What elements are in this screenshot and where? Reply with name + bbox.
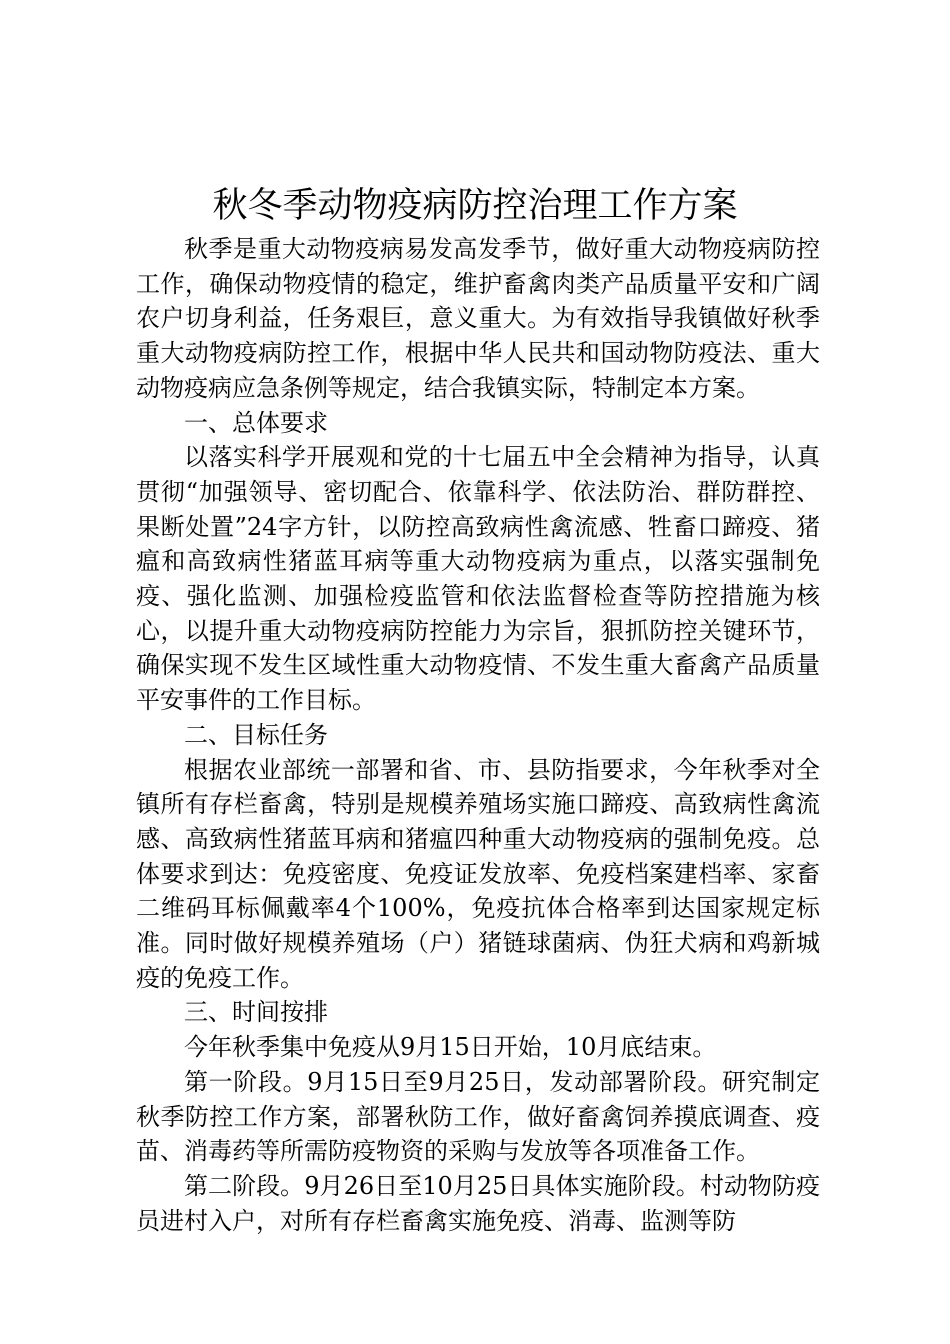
- paragraph-overall-requirements: 以落实科学开展观和党的十七届五中全会精神为指导，认真贯彻“加强领导、密切配合、依靠科学、依法防治、群防群控、果断处置”24字方针，以防控高致病性禽流感、牲畜口蹄疫、猪瘟和高致病性猪蓝耳病等重大动物疫病为重点，以落实强制免疫、强化监测、加强检疫监管和依法监督检查等防控措施为核心，以提升重大动物疫病防控能力为宗旨，狠抓防控关键环节，确保实现不发生区域性重大动物疫情、不发生重大畜禽产品质量平安事件的工作目标。: [136, 443, 820, 715]
- paragraph-intro: 秋季是重大动物疫病易发高发季节，做好重大动物疫病防控工作，确保动物疫情的稳定，维护畜禽肉类产品质量平安和广阔农户切身利益，任务艰巨，意义重大。为有效指导我镇做好秋季重大动物疫病防控工作，根据中华人民共和国动物防疫法、重大动物疫病应急条例等规定，结合我镇实际，特制定本方案。: [136, 235, 820, 402]
- paragraph-schedule: 今年秋季集中免疫从9月15日开始，10月底结束。: [184, 1033, 717, 1062]
- document-body: [136, 232, 820, 1238]
- section-heading-overall-requirements: 一、总体要求: [184, 408, 328, 437]
- section-heading-targets: 二、目标任务: [184, 720, 328, 749]
- paragraph-phase-two: 第二阶段。9月26日至10月25日具体实施阶段。村动物防疫员进村入户，对所有存栏畜禽实施免疫、消毒、监测等防: [136, 1171, 820, 1235]
- paragraph-targets: 根据农业部统一部署和省、市、县防指要求，今年秋季对全镇所有存栏畜禽，特别是规模养殖场实施口蹄疫、高致病性禽流感、高致病性猪蓝耳病和猪瘟四种重大动物疫病的强制免疫。总体要求到达：免疫密度、免疫证发放率、免疫档案建档率、家畜二维码耳标佩戴率4个100%，免疫抗体合格率到达国家规定标准。同时做好规模养殖场（户）猪链球菌病、伪狂犬病和鸡新城疫的免疫工作。: [136, 755, 820, 992]
- document-title: 秋冬季动物疫病防控治理工作方案: [212, 186, 738, 226]
- section-heading-schedule: 三、时间按排: [184, 998, 328, 1027]
- paragraph-phase-one: 第一阶段。9月15日至9月25日，发动部署阶段。研究制定秋季防控工作方案，部署秋防工作，做好畜禽饲养摸底调查、疫苗、消毒药等所需防疫物资的采购与发放等各项准备工作。: [136, 1067, 820, 1166]
